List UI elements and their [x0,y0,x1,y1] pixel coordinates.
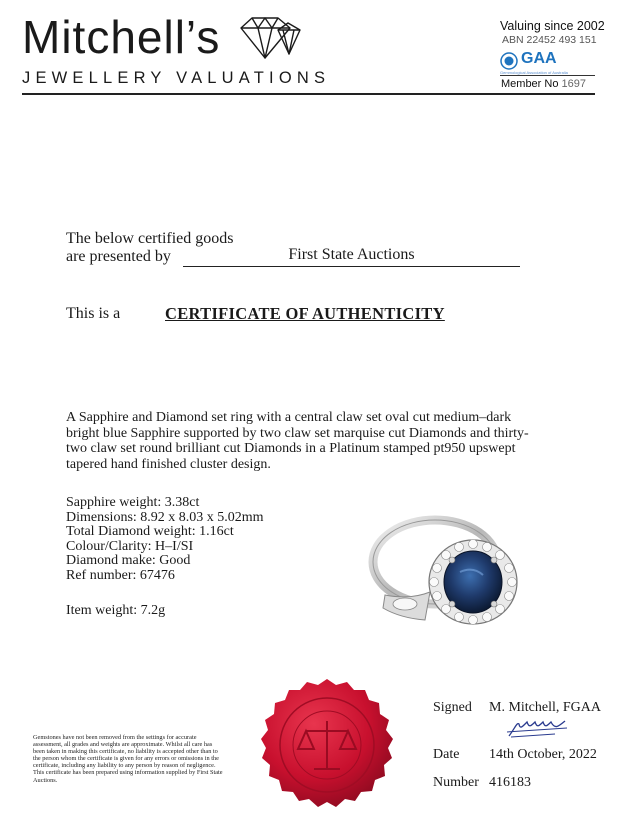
gaa-logo-icon [500,52,518,70]
item-description: A Sapphire and Diamond set ring with a central claw set oval cut medium–dark bright blue Sapphire supported by two claw set marquise cut Diamonds and thirty-two claw set round brilliant cut Diamonds in a Platinum stamped pt950 upswept tapered hand finished cluster design. [66,410,529,472]
gaa-subtitle: Gemmological Association of Australia [500,70,568,75]
diamond-icon [238,16,304,60]
spec-line: Total Diamond weight: 1.16ct [66,524,234,540]
ring-photo [355,500,545,645]
gaa-label: GAA [521,50,557,67]
member-number [501,78,586,90]
member-value: 1697 [561,78,587,90]
valuing-since: Valuing since 2002 [500,19,605,33]
certificate-title: CERTIFICATE OF AUTHENTICITY [165,304,445,323]
abn-number: ABN 22452 493 151 [502,34,597,46]
presented-to: First State Auctions [183,246,520,267]
specs-list [66,496,264,584]
header-divider [22,93,595,95]
brand-name: Mitchell’s [22,11,221,63]
item-weight: Item weight: 7.2g [66,603,166,618]
disclaimer-text: Gemstones have not been removed from the settings for accurate assessment, all grades and weights are approximate. Whilst all care has been taken in making this certificate, no liability is accepted other than to the person whom the certificate is given for any errors or omissions in the certificate, including any liability to any person by reason of negligence. This certificate has been prepared using information supplied by First State Auctions. [33,734,223,784]
date-label: Date [433,747,460,762]
signature-mark [505,718,575,740]
intro-line-1: The below certified goods [66,230,234,247]
spec-line: Dimensions: 8.92 x 8.03 x 5.02mm [66,509,264,525]
spec-line: Sapphire weight: 3.38ct [66,495,200,510]
spec-line: Ref number: 67476 [66,567,175,583]
this-is-label: This is a [66,305,121,322]
divider [500,75,595,76]
number-value: 416183 [489,775,531,790]
signed-value: M. Mitchell, FGAA [489,700,601,715]
member-label: Member No [501,78,559,90]
intro-line-2: are presented by [66,248,171,265]
spec-line: Diamond make: Good [66,553,191,569]
number-label: Number [433,775,479,790]
date-value: 14th October, 2022 [489,747,597,762]
wax-seal-icon [258,677,396,815]
brand-subtitle: JEWELLERY VALUATIONS [22,69,331,87]
spec-line: Colour/Clarity: H–I/SI [66,538,194,554]
signed-label: Signed [433,700,472,715]
